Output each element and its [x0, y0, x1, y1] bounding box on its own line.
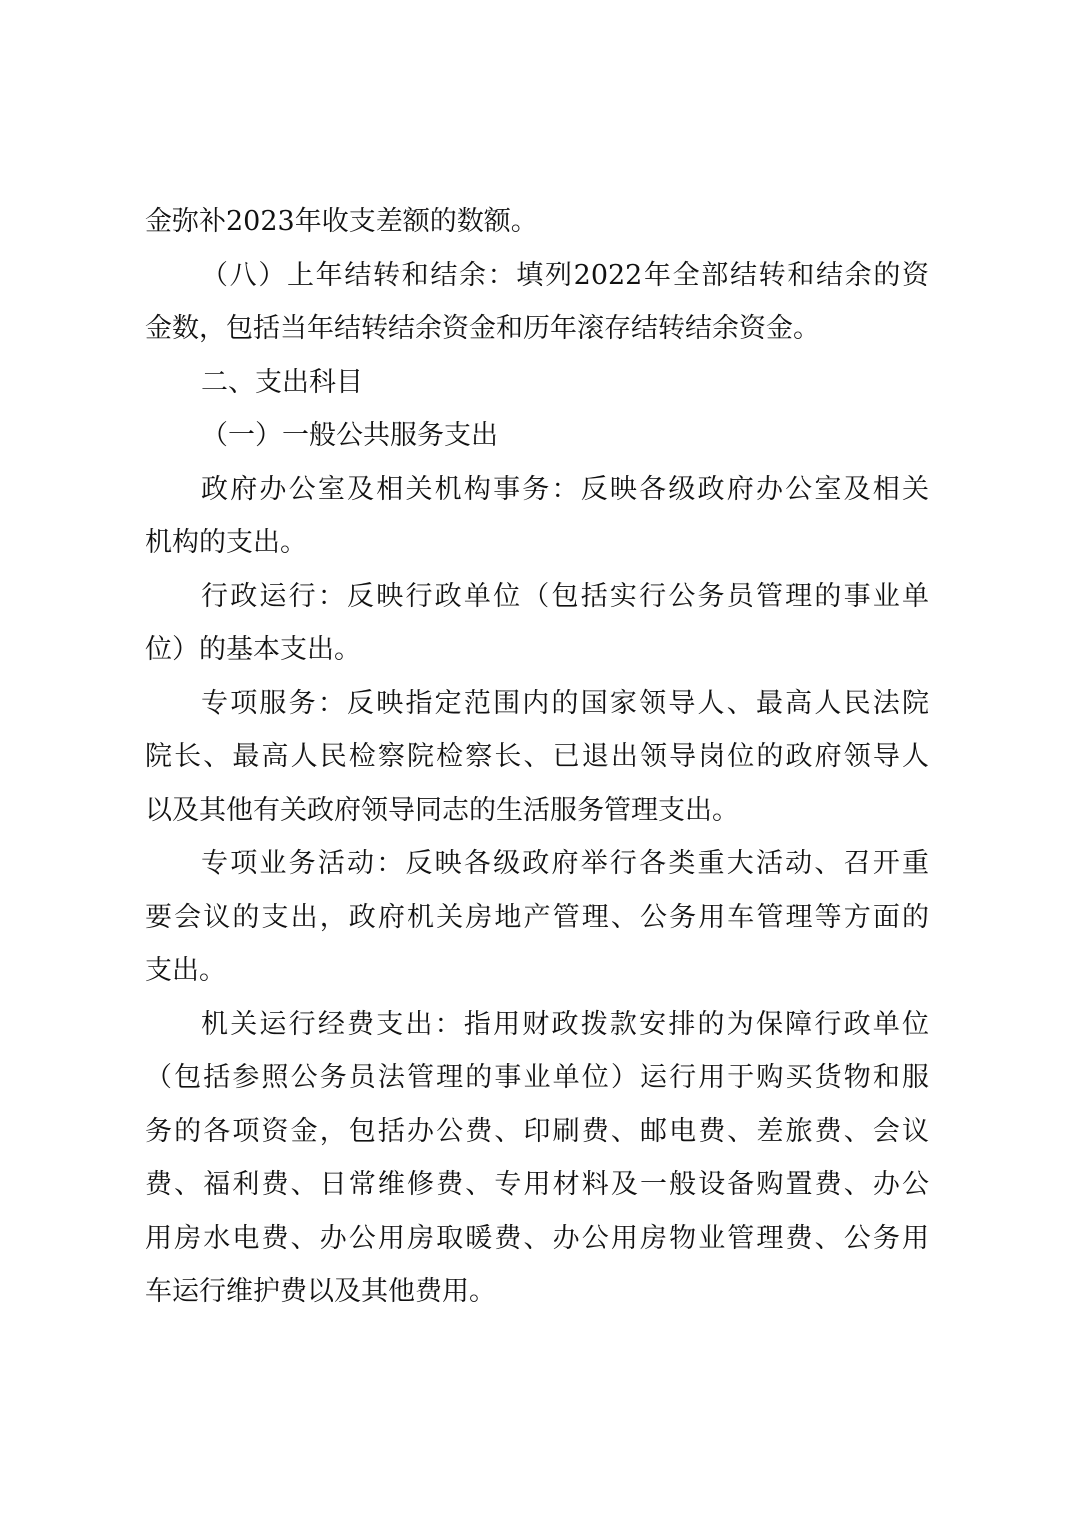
text-line: 用房水电费、办公用房取暖费、办公用房物业管理费、公务用 [145, 1222, 929, 1254]
text-line: 行政运行：反映行政单位（包括实行公务员管理的事业单 [201, 580, 929, 612]
text-line: 车运行维护费以及其他费用。 [145, 1276, 496, 1307]
text-line: 院长、最高人民检察院检察长、已退出领导岗位的政府领导人 [145, 741, 929, 772]
text-line: 金数，包括当年结转结余资金和历年滚存结转结余资金。 [145, 313, 820, 344]
text-line: 金弥补2023年收支差额的数额。 [145, 206, 538, 237]
text-line: 专项服务：反映指定范围内的国家领导人、最高人民法院 [201, 687, 929, 719]
text-line: 专项业务活动：反映各级政府举行各类重大活动、召开重 [201, 848, 929, 879]
text-line: 务的各项资金，包括办公费、印刷费、邮电费、差旅费、会议 [145, 1115, 929, 1147]
text-line: 机构的支出。 [145, 527, 307, 558]
text-line: 要会议的支出，政府机关房地产管理、公务用车管理等方面的 [145, 901, 929, 933]
text-line: 机关运行经费支出：指用财政拨款安排的为保障行政单位 [201, 1008, 929, 1040]
text-line: 费、福利费、日常维修费、专用材料及一般设备购置费、办公 [145, 1169, 929, 1200]
text-line: （八）上年结转和结余：填列2022年全部结转和结余的资 [201, 259, 929, 291]
text-line: 以及其他有关政府领导同志的生活服务管理支出。 [145, 794, 739, 826]
document-body [145, 195, 929, 1319]
text-line: （一）一般公共服务支出 [201, 420, 498, 451]
text-line: 支出。 [145, 955, 226, 986]
text-line: 二、支出科目 [201, 366, 363, 398]
text-line: （包括参照公务员法管理的事业单位）运行用于购买货物和服 [145, 1062, 929, 1093]
text-line: 政府办公室及相关机构事务：反映各级政府办公室及相关 [201, 473, 929, 505]
text-line: 位）的基本支出。 [145, 634, 361, 665]
